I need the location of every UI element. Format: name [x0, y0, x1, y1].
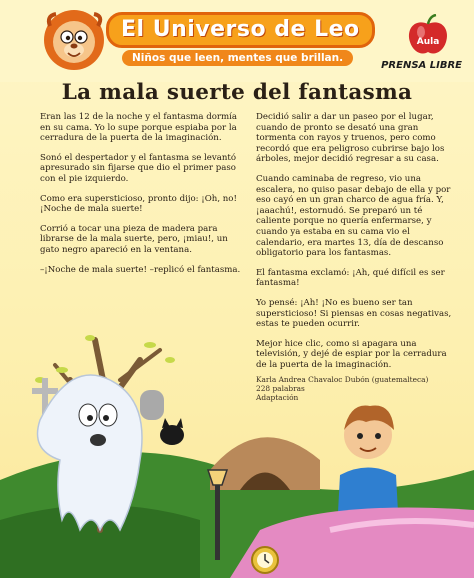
tombstone: [140, 390, 164, 420]
brand-subtitle: Niños que leen, mentes que brillan.: [122, 50, 353, 66]
story-column-right: [256, 112, 454, 402]
boy-icon: [336, 406, 400, 551]
aula-logo-text: Aula: [416, 37, 440, 47]
story-paragraph: Sonó el despertador y el fantasma se levantó apresurado sin fijarse que dio el primer paso con el pie izquierdo.: [40, 152, 237, 184]
grass-hill: [0, 452, 474, 578]
story-paragraph: Yo pensé: ¡Ah! ¡No es bueno ser tan supersticioso! Si piensas en cosas negativas, estas te pueden ocurrir.: [256, 297, 452, 330]
leo-lion-mascot-icon: [40, 6, 110, 76]
aula-apple-logo-icon: [404, 14, 452, 58]
dark-hill: [0, 505, 200, 578]
street-lamp-icon: [208, 470, 227, 560]
stone-bridge: [210, 437, 320, 490]
ghost-icon: [38, 375, 143, 530]
story-paragraph: Como era supersticioso, pronto dijo: ¡Oh, no! ¡Noche de mala suerte!: [40, 193, 237, 215]
credit-word-count: 228 palabras: [256, 384, 305, 394]
story-column-left: [40, 112, 243, 284]
page-title: La mala suerte del fantasma: [61, 80, 413, 105]
credit-author: Karla Andrea Chavaloc Dubón (guatemalteca): [256, 375, 429, 385]
black-cat-icon: [160, 418, 184, 445]
credit-type: Adaptación: [256, 392, 299, 402]
story-paragraph: Corrió a tocar una pieza de madera para librarse de la mala suerte, pero, ¡miau!, un gato negro apareció en la ventana.: [40, 223, 228, 255]
brand-logo: [40, 6, 370, 76]
story-paragraph: El fantasma exclamó: ¡Ah, qué difícil es ser fantasma!: [256, 267, 445, 289]
cross-icon: [32, 378, 58, 418]
pink-bed: [230, 508, 474, 578]
story-paragraph: Decidió salir a dar un paseo por el lugar, cuando de pronto se desató una gran tormenta con rayos y truenos, pero como recordó que era peligroso cubrirse bajo los árboles, mejor decidió regresar a su casa.: [256, 112, 445, 165]
story-paragraph: –¡Noche de mala suerte! –replicó el fantasma.: [40, 264, 241, 275]
story-paragraph: Mejor hice clic, como si apagara una televisión, y dejé de espiar por la cerradura de la puerta de la imaginación.: [256, 338, 447, 370]
bare-tree-icon: [55, 340, 160, 530]
alarm-clock-icon: [252, 547, 278, 573]
tree-leaves: [35, 335, 175, 383]
brand-title: El Universo de Leo: [106, 12, 375, 48]
page-header: [0, 0, 474, 82]
newspaper-name: PRENSA LIBRE: [381, 60, 462, 71]
story-credit: [256, 376, 454, 402]
story-paragraph: Eran las 12 de la noche y el fantasma dormía en su cama. Yo lo supe porque espiaba por la cerradura de la puerta de la imaginación.: [40, 112, 238, 144]
story-paragraph: Cuando caminaba de regreso, vio una escalera, no quiso pasar debajo de ella y por eso cayó en un gran charco de agua fría. Y, ¡aaachú!, estornudó. Se preparó un té caliente porque no quería enfermarse, y cuando ya estaba en su cama vio el calendario, era martes 13, día de descanso obligatorio para los fantasmas.: [256, 173, 451, 259]
